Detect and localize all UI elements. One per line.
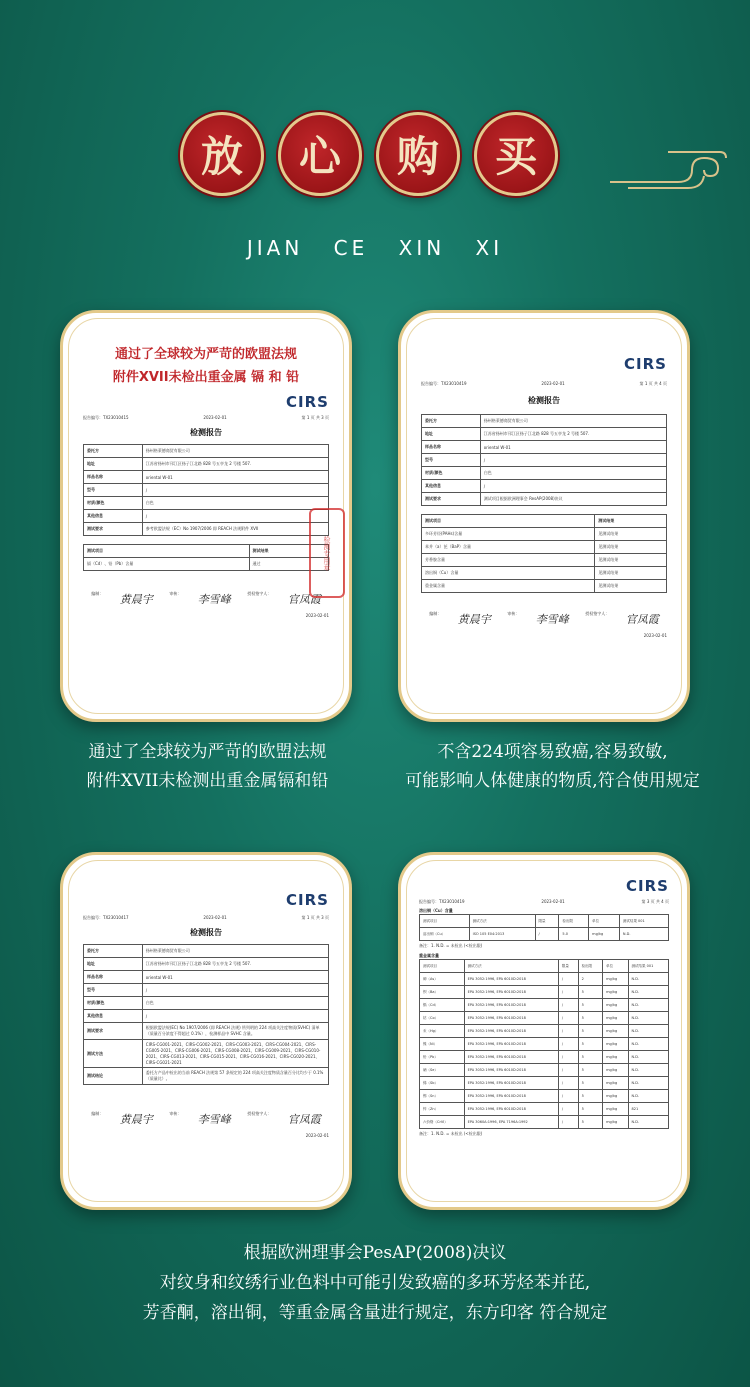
table-row (420, 1012, 669, 1025)
cell: EPA 3052:1996, EPA 6010D:2018 (464, 1038, 558, 1051)
cell: N.D. (628, 986, 669, 999)
page-count: 第 1 页 共 4 页 (639, 381, 667, 386)
signature: 黄晨宇 (119, 593, 153, 606)
caption-2 (365, 738, 740, 796)
cell: EPA 3052:1996, EPA 6010D:2018 (464, 1025, 558, 1038)
cell: N.D. (628, 1038, 669, 1051)
report-card-2 (398, 310, 690, 722)
cell: ISO 105 E04:2013 (469, 928, 535, 941)
cell: 单位 (603, 960, 628, 973)
cell: 钡（Ba） (420, 986, 465, 999)
cell: 样品名称 (422, 441, 481, 454)
cell: / (558, 1090, 578, 1103)
cell: 江苏省扬州市邗江区扬子江北路 828 号五亭龙 2 号楼 507. (142, 458, 328, 471)
result-table (83, 544, 329, 571)
cell: 限量 (558, 960, 578, 973)
cirs-logo: CIRS (624, 355, 667, 373)
cirs-logo: CIRS (626, 877, 669, 895)
table-row (420, 1090, 669, 1103)
cell: 限量 (535, 915, 559, 928)
cell: N.D. (628, 1116, 669, 1129)
table-row (84, 497, 329, 510)
signature: 李雪峰 (197, 593, 231, 606)
cell: 测试项目 (84, 545, 250, 558)
caption-line: 附件XVII未检测出重金属镉和铅 (86, 771, 329, 791)
cell: 其他信息 (84, 510, 143, 523)
sign-date: 2023-02-01 (643, 633, 667, 638)
cell: 型号 (84, 984, 143, 997)
page-count: 第 3 页 共 4 页 (641, 899, 669, 904)
cell: mg/kg (589, 928, 620, 941)
cell: 镉（Cd）、铅（Pb）含量 (84, 558, 250, 571)
cell: 821 (628, 1103, 669, 1116)
signature: 官凤霞 (287, 593, 321, 606)
table-row (420, 928, 669, 941)
signature: 官凤霞 (625, 613, 659, 626)
cell: 铅（Pb） (420, 1051, 465, 1064)
table-row (422, 554, 667, 567)
table-row (420, 1025, 669, 1038)
table-row (84, 997, 329, 1010)
table-row (84, 1023, 329, 1040)
cell: 参考欧盟法规（EC）No 1907/2006 即 REACH 法规附件 XVII (142, 523, 328, 536)
table-row (420, 986, 669, 999)
cell: mg/kg (603, 1077, 628, 1090)
table-row (84, 545, 329, 558)
cell: 溶出铜（Cu）含量 (422, 567, 595, 580)
cell: CIRS-CG001-2021、CIRS-CG002-2021、CIRS-CG003-2021、CIRS-CG004-2021、CIRS-CG005-2021、CIRS-CG006-2021、CIRS-CG008-2021、CIRS-CG009-2021、CIRS-CG010-2021、CIRS-CG013-2021、CIRS-CG015-2021、CIRS-CG016-2021、CIRS-CG020-2021、CIRS-CG021-2021 (142, 1040, 328, 1068)
cell: 见测试结果 (595, 580, 667, 593)
doc-title: 检测报告 (528, 396, 560, 405)
table-row (422, 415, 667, 428)
cell: / (558, 1012, 578, 1025)
table-row (420, 1116, 669, 1129)
cell: 镉（Cd） (420, 999, 465, 1012)
cell: / (558, 1064, 578, 1077)
cell: 根据欧盟法规(EC) No 1907/2006 (即 REACH 法规) 所列明的 224 项高关注度物质(SVHC) 清单（质量百分浓度不得超过 0.1%），检测样品中 SVHC 含量。 (142, 1023, 328, 1040)
table-row (84, 971, 329, 984)
cell: 材质/颜色 (84, 497, 143, 510)
report-date: 2023-02-01 (203, 415, 227, 420)
banner-black-line: 附件XVII未检出重金属 镉 和 铅 (112, 370, 300, 385)
cell: 5 (578, 999, 603, 1012)
subtitle-word: CE (333, 236, 369, 260)
cell: 其他信息 (422, 480, 481, 493)
cell: 5 (578, 1025, 603, 1038)
cell: 白色 (142, 997, 328, 1010)
table-row (422, 428, 667, 441)
cell: 型号 (84, 484, 143, 497)
cell: 砷（As） (420, 973, 465, 986)
cell: / (142, 510, 328, 523)
title-char: 心 (278, 112, 362, 196)
table-row (84, 471, 329, 484)
cell: 测试要求 (84, 523, 143, 536)
table-row (422, 480, 667, 493)
cell: oriental W-01 (142, 971, 328, 984)
cell: mg/kg (603, 1064, 628, 1077)
cell: 测试结果 001 (628, 960, 669, 973)
subtitle (0, 236, 750, 260)
note: 备注：1. N.D. = 未检出 (<检出限) (419, 1131, 483, 1136)
signature: 李雪峰 (197, 1113, 231, 1126)
cell: 测试项目 (420, 960, 465, 973)
cell: 地址 (84, 458, 143, 471)
cell: 测试项目 (422, 515, 595, 528)
table-row (420, 973, 669, 986)
cell: 委托方 (84, 945, 143, 958)
cell: EPA 3060A:1996, EPA 7196A:1992 (464, 1116, 558, 1129)
cell: N.D. (628, 1077, 669, 1090)
cell: mg/kg (603, 1090, 628, 1103)
signer-label: 授权签字人： (247, 1111, 272, 1116)
cell: N.D. (628, 1012, 669, 1025)
cell: 材质/颜色 (422, 467, 481, 480)
title-char: 购 (376, 112, 460, 196)
report-card-1 (60, 310, 352, 722)
cell: oriental W-01 (142, 471, 328, 484)
report-number: 报告编号：TX23010415 (83, 415, 129, 420)
table-row (420, 960, 669, 973)
cell: 见测试结果 (595, 567, 667, 580)
table-row (420, 1051, 669, 1064)
info-table (83, 444, 329, 536)
section-title: 溶出铜（Cu）含量 (419, 908, 453, 913)
cell: 5 (578, 986, 603, 999)
cell: 委托方 (422, 415, 481, 428)
cell: / (558, 1116, 578, 1129)
cell: 测试结果 001 (619, 915, 668, 928)
cell: oriental W-01 (480, 441, 666, 454)
table-row (420, 1103, 669, 1116)
table-row (84, 510, 329, 523)
doc-title: 检测报告 (190, 428, 222, 437)
table-row (420, 1038, 669, 1051)
report-number: 报告编号：TX23010419 (421, 381, 467, 386)
title-char: 买 (474, 112, 558, 196)
report-date: 2023-02-01 (541, 899, 565, 904)
signature: 黄晨宇 (457, 613, 491, 626)
cell: mg/kg (603, 973, 628, 986)
signature: 官凤霞 (287, 1113, 321, 1126)
cell: 白色 (480, 467, 666, 480)
cell: EPA 3052:1996, EPA 6010D:2018 (464, 999, 558, 1012)
table-row (84, 458, 329, 471)
subtitle-word: XIN (398, 236, 446, 260)
signer-label: 授权签字人： (585, 611, 610, 616)
cell: 5 (578, 1116, 603, 1129)
table-row (420, 1064, 669, 1077)
table-row (422, 515, 667, 528)
cell: 苯并（a）芘（BaP）含量 (422, 541, 595, 554)
cell: N.D. (628, 973, 669, 986)
seal-stamp (309, 508, 345, 598)
cell: mg/kg (603, 1116, 628, 1129)
cell: / (535, 928, 559, 941)
cell: N.D. (628, 1025, 669, 1038)
cirs-logo: CIRS (286, 891, 329, 909)
cell: / (558, 1077, 578, 1090)
cell: 单位 (589, 915, 620, 928)
cell: 样品名称 (84, 971, 143, 984)
cell: mg/kg (603, 1012, 628, 1025)
subtitle-word: JIAN (246, 236, 304, 260)
cell: / (558, 1103, 578, 1116)
signer-label: 审核： (507, 611, 520, 616)
cell: 扬州格莱德商贸有限公司 (142, 445, 328, 458)
cell: 5 (578, 1064, 603, 1077)
cell: EPA 3052:1996, EPA 6010D:2018 (464, 1064, 558, 1077)
table-row (422, 441, 667, 454)
cell: 5 (578, 1051, 603, 1064)
table-row (84, 984, 329, 997)
report-number: 报告编号：TX23010417 (83, 915, 129, 920)
cell: 委托方 (84, 445, 143, 458)
signer-label: 审核： (169, 1111, 182, 1116)
cell: mg/kg (603, 1051, 628, 1064)
cell: / (558, 986, 578, 999)
cell: EPA 3052:1996, EPA 6010D:2018 (464, 1051, 558, 1064)
cell: 测试项目 (420, 915, 470, 928)
table-row (84, 484, 329, 497)
table-row (84, 945, 329, 958)
cell: 芳香胺含量 (422, 554, 595, 567)
cell: 见测试结果 (595, 554, 667, 567)
cell: 其他信息 (84, 1010, 143, 1023)
cell: mg/kg (603, 986, 628, 999)
cell: 测试方法 (469, 915, 535, 928)
table-row (84, 523, 329, 536)
note: 备注：1. N.D. = 未检出 (<检出限) (419, 943, 483, 948)
caption-line: 通过了全球较为严苛的欧盟法规 (88, 742, 327, 762)
report-card-3 (60, 852, 352, 1210)
cell: 多环芳烃(PAHs)含量 (422, 528, 595, 541)
signature: 李雪峰 (535, 613, 569, 626)
cell: 5.0 (559, 928, 589, 941)
cell: 见测试结果 (595, 541, 667, 554)
section-title: 重金属含量 (419, 953, 439, 958)
cell: 镍（Ni） (420, 1038, 465, 1051)
cell: EPA 3052:1996, EPA 6010D:2018 (464, 973, 558, 986)
cell: 测试项目根据欧洲理事会 ResAP(2008)决议 (480, 493, 666, 506)
stamp-text: 检测专用章 (323, 535, 331, 571)
cell: 硒（Se） (420, 1064, 465, 1077)
cell: N.D. (628, 999, 669, 1012)
cell: / (558, 1025, 578, 1038)
heavy-metal-table (419, 959, 669, 1129)
cell: 检出限 (559, 915, 589, 928)
cell: 扬州格莱德商贸有限公司 (480, 415, 666, 428)
table-row (422, 467, 667, 480)
table-row (420, 915, 669, 928)
caption-line: 可能影响人体健康的物质,符合使用规定 (405, 771, 700, 791)
cell: 5 (578, 1103, 603, 1116)
cell: 型号 (422, 454, 481, 467)
sign-date: 2023-02-01 (305, 1133, 329, 1138)
signer-label: 编制： (429, 611, 442, 616)
cell: N.D. (619, 928, 668, 941)
cell: mg/kg (603, 1103, 628, 1116)
cell: 见测试结果 (595, 528, 667, 541)
cell: / (558, 999, 578, 1012)
signer-label: 编制： (91, 591, 104, 596)
caption-line: 根据欧洲理事会PesAP(2008)决议 (243, 1243, 507, 1263)
cell: 地址 (84, 958, 143, 971)
report-card-4 (398, 852, 690, 1210)
cell: 5 (578, 1038, 603, 1051)
cell: 锌（Zn） (420, 1103, 465, 1116)
cell: 样品名称 (84, 471, 143, 484)
cell: EPA 3052:1996, EPA 6010D:2018 (464, 986, 558, 999)
cell: mg/kg (603, 999, 628, 1012)
cell: mg/kg (603, 1025, 628, 1038)
banner-red-line: 通过了全球较为严苛的欧盟法规 (114, 347, 297, 362)
cell: 通过 (249, 558, 328, 571)
subtitle-word: XI (475, 236, 504, 260)
cell: / (558, 1038, 578, 1051)
cell: 重金属含量 (422, 580, 595, 593)
cell: 地址 (422, 428, 481, 441)
copper-table (419, 914, 669, 941)
table-row (422, 493, 667, 506)
cell: 测试要求 (84, 1023, 143, 1040)
table-row (422, 541, 667, 554)
table-row (84, 1068, 329, 1085)
cell: N.D. (628, 1051, 669, 1064)
cell: mg/kg (603, 1038, 628, 1051)
cell: / (558, 973, 578, 986)
info-table (421, 414, 667, 506)
cell: 5 (578, 1077, 603, 1090)
cell: 检出限 (578, 960, 603, 973)
cell: 扬州格莱德商贸有限公司 (142, 945, 328, 958)
signer-label: 授权签字人： (247, 591, 272, 596)
table-row (422, 528, 667, 541)
caption-line: 芳香酮，溶出铜，等重金属含量进行规定，东方印客 符合规定 (142, 1303, 608, 1323)
report-date: 2023-02-01 (541, 381, 565, 386)
cell: 溶出铜（Cu） (420, 928, 470, 941)
cell: 六价铬（CrVI） (420, 1116, 465, 1129)
table-row (84, 445, 329, 458)
cell: N.D. (628, 1090, 669, 1103)
info-table (83, 944, 329, 1085)
cell: EPA 3052:1996, EPA 6010D:2018 (464, 1103, 558, 1116)
cell: / (142, 1010, 328, 1023)
table-row (84, 1040, 329, 1068)
page-count: 第 1 页 共 3 页 (301, 915, 329, 920)
cell: / (142, 984, 328, 997)
table-row (84, 558, 329, 571)
table-row (420, 999, 669, 1012)
cell: N.D. (628, 1064, 669, 1077)
table-row (422, 580, 667, 593)
cell: 钴（Co） (420, 1012, 465, 1025)
cell: EPA 3052:1996, EPA 6010D:2018 (464, 1077, 558, 1090)
cell: 委托方产品中检出的当前 REACH 法规第 57 条规定的 224 项高关注度物质含量百分比均少于 0.1%（质量比）。 (142, 1068, 328, 1085)
caption-1 (20, 738, 395, 796)
cell: 5 (578, 1012, 603, 1025)
table-row (84, 958, 329, 971)
title-banner (180, 112, 570, 196)
cell: 测试方法 (464, 960, 558, 973)
cell: 5 (578, 1090, 603, 1103)
table-row (420, 1077, 669, 1090)
caption-line: 不含224项容易致癌,容易致敏, (437, 742, 668, 762)
cell: / (480, 480, 666, 493)
signer-label: 编制： (91, 1111, 104, 1116)
cell: 白色 (142, 497, 328, 510)
report-number: 报告编号：TX23010419 (419, 899, 465, 904)
cell: 测试结果 (249, 545, 328, 558)
signature: 黄晨宇 (119, 1113, 153, 1126)
table-row (84, 1010, 329, 1023)
cirs-logo: CIRS (286, 393, 329, 411)
cell: EPA 3052:1996, EPA 6010D:2018 (464, 1090, 558, 1103)
title-char: 放 (180, 112, 264, 196)
cell: 江苏省扬州市邗江区扬子江北路 828 号五亭龙 2 号楼 507. (480, 428, 666, 441)
cell: 材质/颜色 (84, 997, 143, 1010)
cloud-ornament-icon (608, 146, 728, 192)
cell: EPA 3052:1996, EPA 6010D:2018 (464, 1012, 558, 1025)
cell: 测试方法 (84, 1040, 143, 1068)
cell: 测试结论 (84, 1068, 143, 1085)
cell: 锡（Sn） (420, 1090, 465, 1103)
cell: 2 (578, 973, 603, 986)
cell: 锑（Sb） (420, 1077, 465, 1090)
caption-bottom (0, 1238, 750, 1328)
cell: 汞（Hg） (420, 1025, 465, 1038)
cell: / (142, 484, 328, 497)
cell: / (480, 454, 666, 467)
caption-line: 对纹身和纹绣行业色料中可能引发致癌的多环芳烃苯并芘, (159, 1273, 591, 1293)
report-date: 2023-02-01 (203, 915, 227, 920)
signer-label: 审核： (169, 591, 182, 596)
table-row (422, 567, 667, 580)
page-count: 第 1 页 共 3 页 (301, 415, 329, 420)
cell: 江苏省扬州市邗江区扬子江北路 828 号五亭龙 2 号楼 507. (142, 958, 328, 971)
result-table (421, 514, 667, 593)
sign-date: 2023-02-01 (305, 613, 329, 618)
cell: 测试结果 (595, 515, 667, 528)
table-row (422, 454, 667, 467)
cell: / (558, 1051, 578, 1064)
doc-title: 检测报告 (190, 928, 222, 937)
cell: 测试要求 (422, 493, 481, 506)
